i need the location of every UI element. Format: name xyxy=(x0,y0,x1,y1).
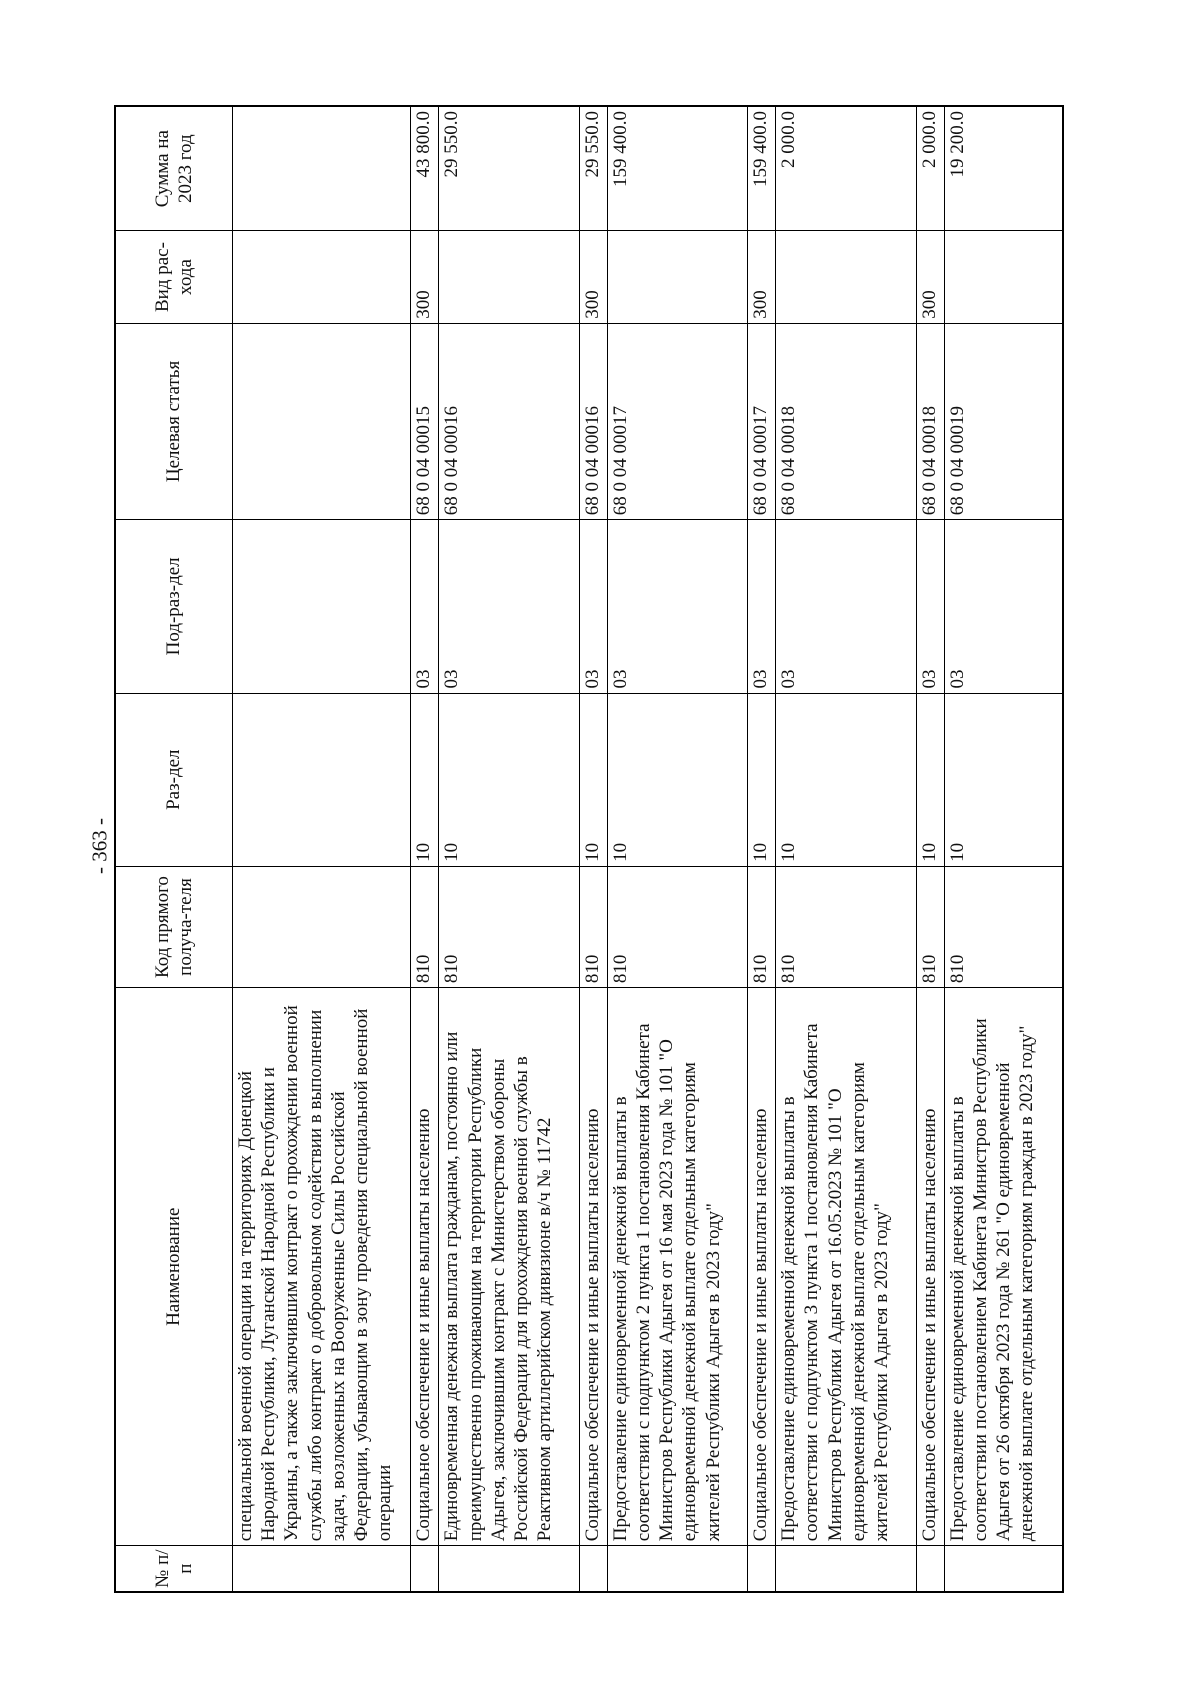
cell-name: Предоставление единовременной денежной выплаты в соответствии с подпунктом 2 пункта 1 постановления Кабинета Министров Республики Адыгея от 16 мая 2023 года № 101 "О единовременной денежной выплате отдельным категориям жителей Республики Адыгея в 2023 году" xyxy=(607,988,747,1546)
cell-target: 68 0 04 00018 xyxy=(916,323,944,519)
cell-target: 68 0 04 00018 xyxy=(776,323,916,519)
cell-expense xyxy=(233,231,411,323)
cell-expense: 300 xyxy=(579,231,607,323)
cell-no xyxy=(233,1546,411,1592)
cell-section: 10 xyxy=(607,693,747,866)
cell-no xyxy=(748,1546,776,1592)
cell-subsection: 03 xyxy=(439,520,579,693)
header-amount: Сумма на 2023 год xyxy=(115,106,233,231)
cell-expense xyxy=(944,231,1063,323)
cell-target: 68 0 04 00019 xyxy=(944,323,1063,519)
cell-no xyxy=(944,1546,1063,1592)
cell-name: Социальное обеспечение и иные выплаты населению xyxy=(748,988,776,1546)
cell-recipient xyxy=(233,866,411,987)
cell-recipient: 810 xyxy=(579,866,607,987)
cell-amount: 29 550.0 xyxy=(439,106,579,231)
cell-expense: 300 xyxy=(748,231,776,323)
cell-amount: 2 000.0 xyxy=(916,106,944,231)
cell-no xyxy=(607,1546,747,1592)
header-target-article: Целевая статья xyxy=(115,323,233,519)
header-recipient-code: Код прямого получа-теля xyxy=(115,866,233,987)
cell-no xyxy=(579,1546,607,1592)
cell-subsection: 03 xyxy=(944,520,1063,693)
cell-expense: 300 xyxy=(411,231,439,323)
table-row xyxy=(607,106,747,1592)
cell-expense: 300 xyxy=(916,231,944,323)
cell-amount: 2 000.0 xyxy=(776,106,916,231)
cell-subsection: 03 xyxy=(579,520,607,693)
cell-amount xyxy=(233,106,411,231)
page-number: - 363 - xyxy=(87,818,112,874)
cell-target: 68 0 04 00015 xyxy=(411,323,439,519)
table-row xyxy=(748,106,776,1592)
table-row xyxy=(579,106,607,1592)
cell-target: 68 0 04 00017 xyxy=(748,323,776,519)
cell-target xyxy=(233,323,411,519)
cell-amount: 29 550.0 xyxy=(579,106,607,231)
cell-name: Социальное обеспечение и иные выплаты населению xyxy=(579,988,607,1546)
table-row xyxy=(411,106,439,1592)
cell-target: 68 0 04 00016 xyxy=(439,323,579,519)
cell-subsection: 03 xyxy=(776,520,916,693)
cell-expense xyxy=(607,231,747,323)
cell-no xyxy=(439,1546,579,1592)
cell-section: 10 xyxy=(748,693,776,866)
cell-amount: 19 200.0 xyxy=(944,106,1063,231)
cell-subsection xyxy=(233,520,411,693)
header-expense-type: Вид рас-хода xyxy=(115,231,233,323)
header-no: № п/п xyxy=(115,1546,233,1592)
cell-expense xyxy=(776,231,916,323)
cell-section: 10 xyxy=(439,693,579,866)
table-row xyxy=(776,106,916,1592)
cell-no xyxy=(776,1546,916,1592)
table-row xyxy=(439,106,579,1592)
cell-subsection: 03 xyxy=(411,520,439,693)
table-row xyxy=(916,106,944,1592)
cell-amount: 159 400.0 xyxy=(748,106,776,231)
cell-section: 10 xyxy=(944,693,1063,866)
cell-subsection: 03 xyxy=(916,520,944,693)
cell-section: 10 xyxy=(579,693,607,866)
cell-recipient: 810 xyxy=(916,866,944,987)
cell-amount: 43 800.0 xyxy=(411,106,439,231)
header-row xyxy=(115,106,233,1592)
cell-expense xyxy=(439,231,579,323)
cell-subsection: 03 xyxy=(748,520,776,693)
budget-table xyxy=(114,105,1064,1593)
cell-section: 10 xyxy=(776,693,916,866)
cell-subsection: 03 xyxy=(607,520,747,693)
cell-name: Социальное обеспечение и иные выплаты населению xyxy=(916,988,944,1546)
rotated-table-container xyxy=(114,105,1064,1593)
header-name: Наименование xyxy=(115,988,233,1546)
cell-name: Предоставление единовременной денежной выплаты в соответствии постановлением Кабинета Министров Республики Адыгея от 26 октября 2023 года № 261 "О единовременной денежной выплате отдельным категориям граждан в 2023 году" xyxy=(944,988,1063,1546)
cell-recipient: 810 xyxy=(748,866,776,987)
cell-section xyxy=(233,693,411,866)
cell-target: 68 0 04 00017 xyxy=(607,323,747,519)
cell-amount: 159 400.0 xyxy=(607,106,747,231)
cell-recipient: 810 xyxy=(411,866,439,987)
table-row xyxy=(233,106,411,1592)
cell-recipient: 810 xyxy=(944,866,1063,987)
cell-target: 68 0 04 00016 xyxy=(579,323,607,519)
cell-section: 10 xyxy=(411,693,439,866)
cell-name: Единовременная денежная выплата гражданам, постоянно или преимущественно проживающим на территории Республики Адыгея, заключившим контракт с Министерством обороны Российской Федерации для прохождения военной службы в Реактивном артиллерийском дивизионе в/ч № 11742 xyxy=(439,988,579,1546)
header-subsection: Под-раз-дел xyxy=(115,520,233,693)
cell-recipient: 810 xyxy=(607,866,747,987)
cell-recipient: 810 xyxy=(776,866,916,987)
cell-no xyxy=(916,1546,944,1592)
cell-no xyxy=(411,1546,439,1592)
cell-name: Предоставление единовременной денежной выплаты в соответствии с подпунктом 3 пункта 1 постановления Кабинета Министров Республики Адыгея от 16.05.2023 № 101 "О единовременной денежной выплате отдельным категориям жителей Республики Адыгея в 2023 году" xyxy=(776,988,916,1546)
header-section: Раз-дел xyxy=(115,693,233,866)
cell-recipient: 810 xyxy=(439,866,579,987)
table-row xyxy=(944,106,1063,1592)
cell-name: специальной военной операции на территориях Донецкой Народной Республики, Луганской Народной Республики и Украины, а также заключившим контракт о прохождении военной службы либо контракт о добровольном содействии в выполнении задач, возложенных на Вооруженные Силы Российской Федерации, убывающим в зону проведения специальной военной операции xyxy=(233,988,411,1546)
cell-name: Социальное обеспечение и иные выплаты населению xyxy=(411,988,439,1546)
cell-section: 10 xyxy=(916,693,944,866)
